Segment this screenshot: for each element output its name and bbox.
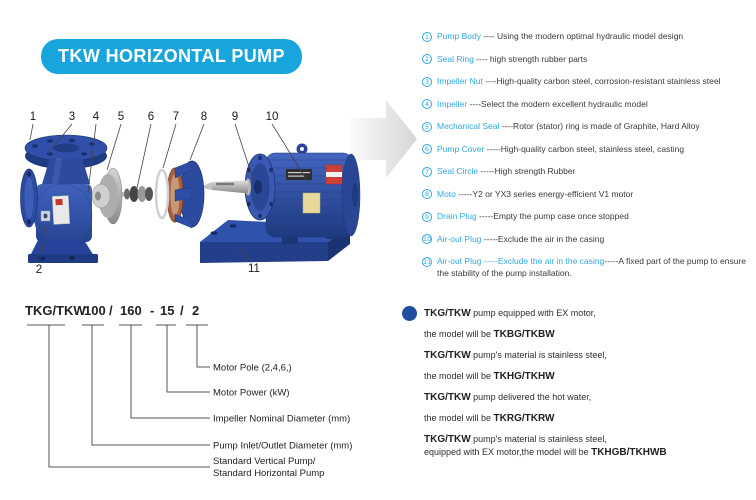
model-prefix: TKG/TKW [25,303,86,318]
part-name: Mechanical Seal [437,121,500,131]
callout-5: 5 [117,111,125,123]
label-inlet-dia: Pump Inlet/Outlet Diameter (mm) [213,440,353,452]
part-description: ----High-quality carbon steel, corrosion-resistant stainless steel [482,76,721,86]
note-line: TKG/TKW pump equipped with EX motor, [424,308,596,319]
callout-10: 10 [265,111,279,123]
pump-cover [167,161,204,228]
parts-list-item [422,211,756,223]
part-description: ---- Using the modern optimal hydraulic model design [480,31,684,41]
note-line: TKG/TKW pump delivered the hot water, [424,392,592,403]
parts-list-item [422,99,756,111]
bullet-dot-icon [402,306,417,321]
parts-list-item [422,54,756,66]
part-name: Impeller [437,98,468,109]
part-number-badge: 3 [422,77,432,87]
part-name: Seal Ring [437,53,474,64]
label-standard-2: Standard Horizontal Pump [213,468,325,479]
part-number-badge: 6 [422,144,432,154]
note-line: TKG/TKW pump's material is stainless steel, [424,434,607,445]
callout-4: 4 [92,111,100,123]
note-line: the model will be TKRG/TKRW [424,413,555,424]
part-number-badge: 5 [422,122,432,132]
label-standard-1: Standard Vertical Pump/ [213,456,316,467]
model-connector-lines [27,325,210,467]
model-inlet: 100 [84,303,106,318]
part-number-badge: 8 [422,189,432,199]
part-number-badge: 11 [423,257,432,266]
part-description: -----Empty the pump case once stopped [476,211,629,221]
part-name: Pump Body [437,31,481,41]
label-motor-pole: Motor Pole (2,4,6,) [213,362,292,374]
mechanical-seal-parts [122,186,153,202]
label-impeller-dia: Impeller Nominal Diameter (mm) [213,413,351,425]
model-pole: 2 [192,303,200,318]
callout-8: 8 [200,111,208,123]
part-name: Pump Cover [437,143,485,154]
direction-arrow-icon [350,100,417,178]
part-name: Moto [437,188,456,199]
part-name: Air-out Plug -----Exclude the air in the casing [437,256,605,266]
title-banner [41,39,302,74]
part-name: Impeller Nut [437,76,483,86]
part-name: Seal Circle [437,166,479,176]
part-description: -----Y2 or YX3 series energy-efficient V1 motor [455,188,634,199]
note-line: equipped with EX motor,the model will be TKHGB/TKHWB [424,447,667,458]
part-description: -----A fixed part of the pump to ensure the stability of the pump installation. [437,256,746,278]
parts-list-item [422,189,756,201]
part-description: ----Select the modern excellent hydraulic model [467,98,648,109]
parts-list-item [422,166,756,178]
label-motor-power: Motor Power (kW) [213,387,290,399]
note-line: the model will be TKHG/TKHW [424,371,555,382]
callout-1: 1 [29,111,37,123]
part-description: -----High strength Rubber [478,166,576,176]
model-impeller: 160 [120,303,142,318]
model-code [25,303,199,318]
impeller [92,168,122,224]
parts-list-item [422,76,756,88]
part-description: -----Exclude the air in the casing [481,233,605,244]
page-title: TKW HORIZONTAL PUMP [58,46,285,66]
seal-circle-ring [156,170,168,218]
part-number-badge: 2 [422,54,432,64]
parts-list-item [422,31,756,43]
model-sep3: / [180,303,184,318]
parts-legend [422,31,756,290]
part-number-badge: 10 [423,235,432,243]
callout-9: 9 [231,111,239,123]
callout-6: 6 [147,111,155,123]
model-designation-diagram [20,298,360,493]
part-description: -----High-quality carbon steel, stainless steel, casting [484,143,685,154]
parts-list-item [422,256,756,279]
parts-list-item [422,144,756,156]
part-name: Drain Plug [437,211,477,221]
note-line: TKG/TKW pump's material is stainless steel, [424,350,607,361]
callout-2: 2 [35,264,43,276]
part-description: ---- high strength rubber parts [473,53,588,64]
part-number-badge: 9 [422,212,432,222]
model-sep2: - [150,303,155,318]
part-number-badge: 1 [422,32,432,42]
callout-7: 7 [172,111,180,123]
part-name: Air-out Plug [437,233,482,244]
callout-11: 11 [248,263,260,275]
part-number-badge: 7 [422,167,432,177]
part-number-badge: 4 [422,99,432,109]
pump-exploded-illustration [0,90,430,290]
callout-3: 3 [68,111,76,123]
note-line: the model will be TKBG/TKBW [424,329,555,340]
model-labels [213,363,352,480]
parts-list-item [422,121,756,133]
model-sep1: / [109,303,113,318]
model-variant-notes [424,307,749,467]
part-description: ----Rotor (stator) ring is made of Graphite, Hard Alloy [499,121,700,131]
parts-list-item [422,234,756,246]
model-power: 15 [160,303,175,318]
